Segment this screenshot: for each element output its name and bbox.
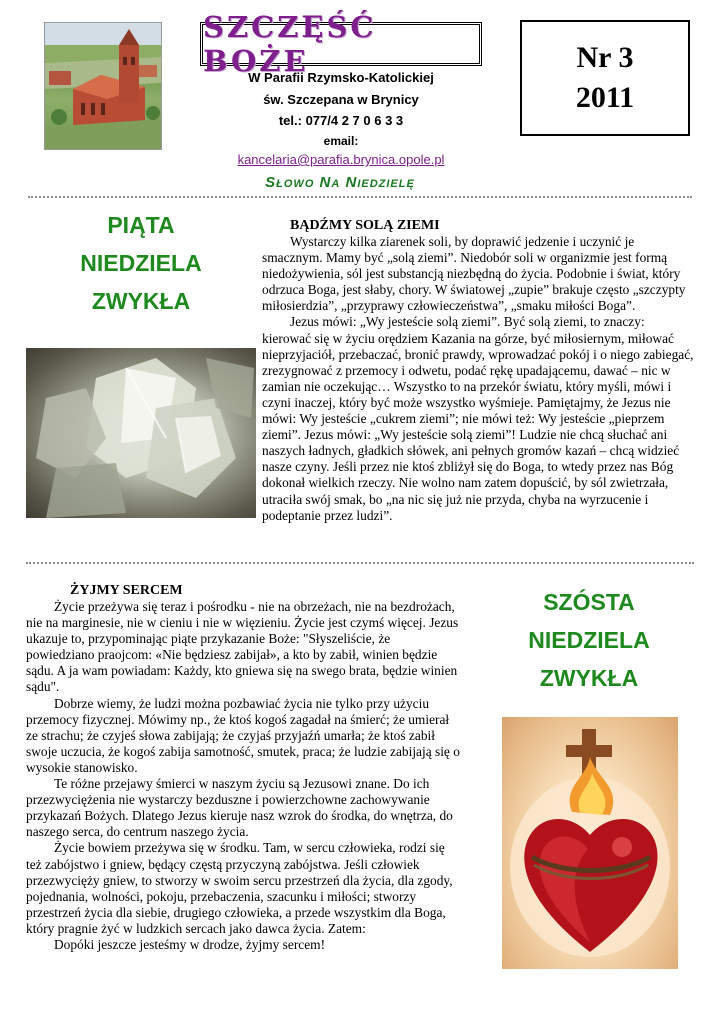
article-heart-paragraph-1: Życie przeżywa się teraz i pośrodku - nie na obrzeżach, nie na bezdrożach, nie na marginesie, nie w cieniu i nie w więzieniu. Życie jest czymś więcej. Jezus ukazuje to, przypominając piąte przykazanie Boże: "Słyszeliście, że powiedziano praojcom: «Nie będziesz zabijał», a kto by zabił, winien będzie sądu. A ja wam powiadam: Każdy, kto gniewa się na swego brata, będzie winien sądu". xyxy=(26,599,459,695)
article-live-with-heart xyxy=(26,583,462,953)
email-label: email: xyxy=(323,134,359,148)
heading-fifth-line-3: ZWYKŁA xyxy=(91,288,191,314)
article-heart-title: ŻYJMY SERCEM xyxy=(70,583,183,598)
article-separator xyxy=(26,562,694,564)
heading-sixth-line-3: ZWYKŁA xyxy=(539,665,639,691)
parish-line-2: św. Szczepana w Brynicy xyxy=(263,92,419,107)
article-salt-paragraph-2: Jezus mówi: „Wy jesteście solą ziemi”. Być solą ziemi, to znaczy: kierować się w życiu orędziem Kazania na górze, być miłosiernym, miłować nieprzyjaciół, przebaczać, bronić prawdy, wprowadzać pokój i o niego zabiegać, zrezygnować z przemocy i odwetu, podać rękę upadającemu, dawać – nic w zamian nie oczekując… Wszystko to na przekór światu, który myśli, mówi i czyni inaczej, który być może wszystko wyśmieje. Pamiętajmy, że Jezus nie mówi: Wy jesteście „cukrem ziemi”; nie mówi też: Wy jesteście „pieprzem ziemi”. Jezus mówi: „Wy jesteście solą ziemi”! Ludzie nie chcą słuchać ani naszych ładnych, gładkich słówek, ani pełnych gromów kazań – chcą widzieć nasze czyny. Jeśli przez nie ktoś zbliżył się do Boga, to wtedy przez nas Bóg dokonał wielkich rzeczy. Nie wolno nam zatem dopuścić, by sól zwietrzała, utraciła swój smak, bo „na nic się już nie przyda, chyba na wyrzucenie i podeptanie przez ludzi”. xyxy=(262,314,694,523)
issue-box xyxy=(520,20,690,136)
article-salt-of-earth xyxy=(262,218,694,524)
article-salt-title: BĄDŹMY SOLĄ ZIEMI xyxy=(290,218,440,233)
church-photo xyxy=(44,22,162,150)
salt-crystal-photo xyxy=(26,348,256,518)
heading-sixth-sunday xyxy=(484,583,694,697)
article-heart-paragraph-2: Dobrze wiemy, że ludzi można pozbawiać życia nie tylko przy użyciu przemocy fizycznej. Mówimy np., że ktoś kogoś zagadał na śmierć; że umierał ze strachu; że czyjeś słowa zabijają; że czyjaś przyjaźń umarła; że ktoś zabił swoje uczucia, że kogoś zabija samotność, smutek, praca; że ludzie zabijają się o wysokie stanowisko. xyxy=(26,695,460,775)
heading-fifth-line-2: NIEDZIELA xyxy=(80,250,202,276)
sacred-heart-image xyxy=(502,717,678,969)
parish-phone: tel.: 077/4 2 7 0 6 3 3 xyxy=(278,113,404,128)
issue-number: Nr 3 xyxy=(576,41,634,74)
heading-sixth-line-1: SZÓSTA xyxy=(543,589,635,615)
parish-line-1: W Parafii Rzymsko-Katolickiej xyxy=(248,70,434,85)
newsletter-title: SZCZĘŚĆ BOŻE xyxy=(203,10,377,78)
heading-fifth-sunday xyxy=(36,206,246,320)
article-heart-paragraph-4: Życie bowiem przeżywa się w środku. Tam, w sercu człowieka, rodzi się też zabójstwo i gniew, będący częstą przyczyną zabójstwa. Jeśli człowiek przezwycięży gniew, to stworzy w swoim sercu przestrzeń dla życia, dla zgody, pojednania, wolności, pokoju, przebaczenia, szacunku i miłości; stworzy przestrzeń życia dla siebie, drugiego człowieka, a przede wszystkim dla Boga, który pragnie żyć w ludzkich sercach jako dawca życia. Zatem: xyxy=(26,840,453,936)
heading-fifth-line-1: PIĄTA xyxy=(107,212,175,238)
article-salt-paragraph-1: Wystarczy kilka ziarenek soli, by doprawić jedzenie i uczynić je smacznym. Mamy być „solą ziemi”. Niedobór soli w organizmie jest formą niedożywienia, sól jest substancją niezbędną do życia. Podobnie i świat, który odrzuca Boga, jest słaby, chory. W światowej „zupie” brakuje często „szczypty miłosierdzia”, „przyprawy człowieczeństwa”, „smaku miłości Boga”. xyxy=(262,234,686,314)
heading-sixth-line-2: NIEDZIELA xyxy=(528,627,650,653)
header-separator xyxy=(28,196,692,198)
email-link[interactable]: kancelaria@parafia.brynica.opole.pl xyxy=(237,152,445,167)
article-heart-paragraph-3: Te różne przejawy śmierci w naszym życiu są Jezusowi znane. Do ich przezwyciężenia nie wystarczy bezduszne i powierzchowne zachowywanie przykazań Bożych. Dlatego Jezus kieruje nasz wzrok do środka, do wnętrza, do naszego serca, do centrum naszego życia. xyxy=(26,776,453,840)
issue-year: 2011 xyxy=(575,81,635,114)
article-heart-paragraph-5: Dopóki jeszcze jesteśmy w drodze, żyjmy sercem! xyxy=(54,936,326,952)
section-title: Słowo Na Niedzielę xyxy=(265,174,415,191)
